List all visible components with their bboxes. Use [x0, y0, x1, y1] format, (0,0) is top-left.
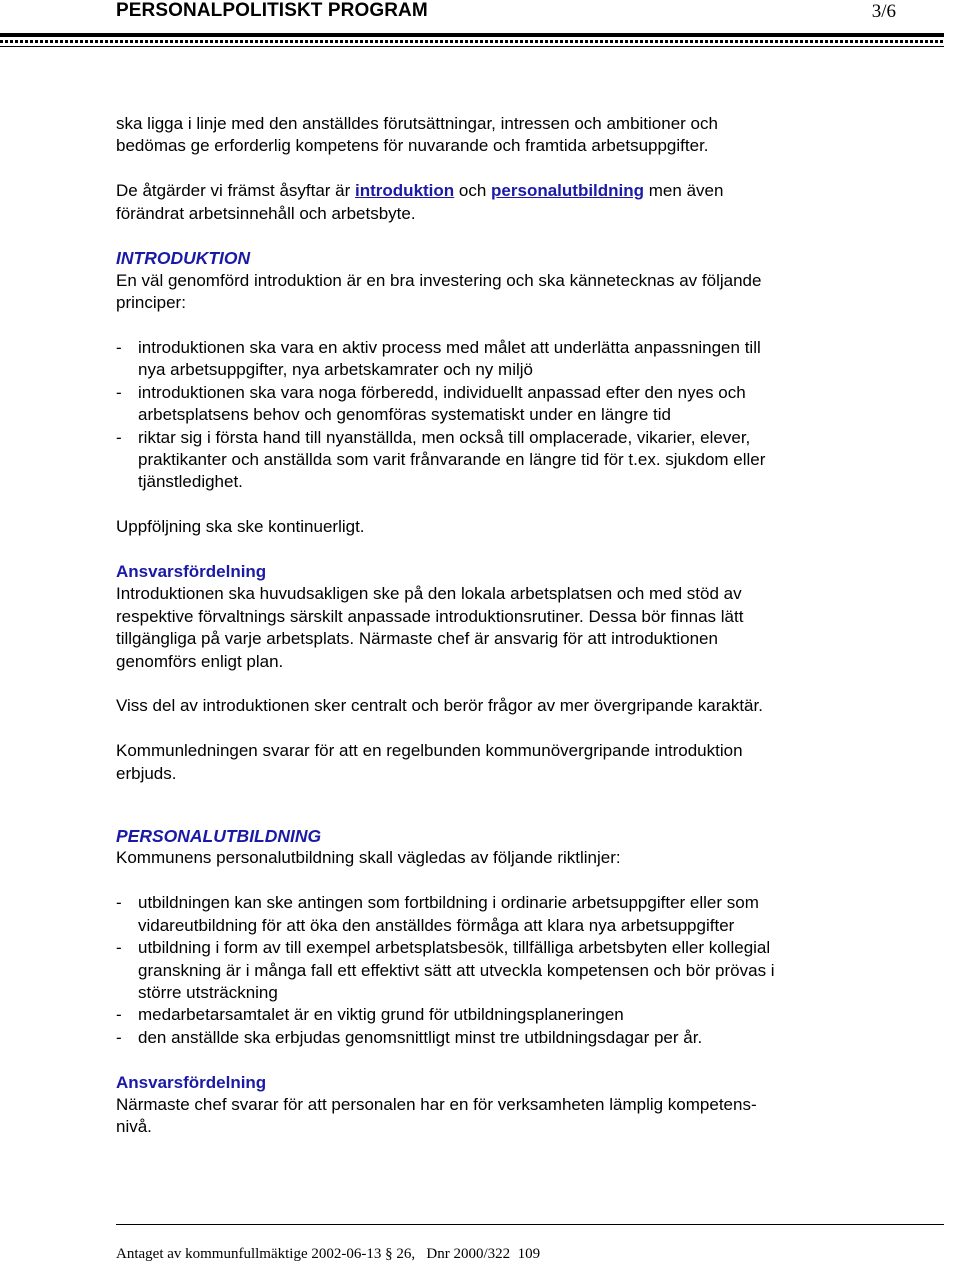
utbildning-lead: Kommunens personalutbildning skall vägledas av följande riktlinjer: — [116, 848, 621, 868]
heading-ansvarsfordelning-1: Ansvarsfördelning — [116, 562, 267, 582]
introduktion-principles-list — [116, 337, 876, 494]
link-introduktion[interactable]: introduktion — [355, 181, 455, 201]
utbildning-guidelines-list — [116, 892, 876, 1049]
list-dash: - — [116, 1027, 122, 1047]
header-rule-dotted — [0, 40, 944, 43]
kommunledningen-text: Kommunledningen svarar för att en regelbunden kommunövergripande introduktion erbjuds. — [116, 741, 743, 783]
introduktion-responsibility: Introduktionen ska huvudsakligen ske på den lokala arbetsplatsen och med stöd av respektive förvaltnings särskilt anpassade introduktionsrutiner. Dessa bör finnas lätt tillgängliga på varje arbetsplats. Närmaste chef är ansvarig för att introduktionen genomförs enligt plan. — [116, 584, 744, 671]
header-rule-thin — [0, 46, 944, 47]
list-dash: - — [116, 338, 122, 358]
footer-rule — [116, 1224, 944, 1225]
list-dash: - — [116, 1005, 122, 1025]
page-footer: Antaget av kommunfullmäktige 2002-06-13 § 26, Dnr 2000/322 109 — [116, 1246, 541, 1262]
heading-personalutbildning: PERSONALUTBILDNING — [116, 826, 322, 847]
heading-ansvarsfordelning-2: Ansvarsfördelning — [116, 1072, 267, 1092]
introduktion-lead: En väl genomförd introduktion är en bra investering och ska kännetecknas av följande principer: — [116, 270, 762, 313]
intro-paragraph-2: De åtgärder vi främst åsyftar är introduktion och personalutbildning men även förändrat arbetsinnehåll och arbetsbyte. — [116, 181, 724, 223]
intro-paragraph-1: ska ligga i linje med den anställdes förutsättningar, intressen och ambitioner och bedömas ge erforderlig kompetens för nuvarande och framtida arbetsuppgifter. — [116, 114, 718, 156]
page-number: 3/6 — [871, 1, 896, 22]
central-introduction-text: Viss del av introduktionen sker centralt och berör frågor av mer övergripande karaktär. — [116, 696, 763, 716]
list-item: - medarbetarsamtalet är en viktig grund för utbildningsplaneringen — [116, 1004, 876, 1026]
followup-text: Uppföljning ska ske kontinuerligt. — [116, 517, 365, 537]
link-personalutbildning[interactable]: personalutbildning — [491, 181, 645, 201]
list-dash: - — [116, 427, 122, 447]
list-item: - introduktionen ska vara noga förberedd, individuellt anpassad efter den nyes och arbetsplatsens behov och genomföras systematiskt under en längre tid — [116, 382, 746, 425]
list-dash: - — [116, 938, 122, 958]
list-item: - riktar sig i första hand till nyanställda, men också till omplacerade, vikarier, elever, praktikanter och anställda som varit frånvarande en längre tid för t.ex. sjukdom eller tjänstledighet. — [116, 427, 766, 492]
heading-introduktion: INTRODUKTION — [116, 248, 251, 269]
list-dash: - — [116, 893, 122, 913]
list-dash: - — [116, 382, 122, 402]
document-body — [116, 113, 876, 1139]
header-rule-thick — [0, 33, 944, 37]
list-item: - den anställde ska erbjudas genomsnittligt minst tre utbildningsdagar per år. — [116, 1027, 876, 1049]
utbildning-responsibility: Närmaste chef svarar för att personalen har en för verksamheten lämplig kompetens- nivå. — [116, 1094, 757, 1137]
list-item: - utbildning i form av till exempel arbetsplatsbesök, tillfälliga arbetsbyten eller kollegial granskning är i många fall ett effektivt sätt att utveckla kompetensen och bör prövas i större utsträckning — [116, 938, 775, 1002]
document-title: PERSONALPOLITISKT PROGRAM — [116, 0, 428, 21]
page-header — [0, 0, 960, 30]
list-item: - utbildningen kan ske antingen som fortbildning i ordinarie arbetsuppgifter eller som vidareutbildning för att öka den anställdes förmåga att klara nya arbetsuppgifter — [116, 893, 759, 935]
list-item: - introduktionen ska vara en aktiv process med målet att underlätta anpassningen till nya arbetsuppgifter, nya arbetskamrater och ny miljö — [116, 338, 761, 380]
